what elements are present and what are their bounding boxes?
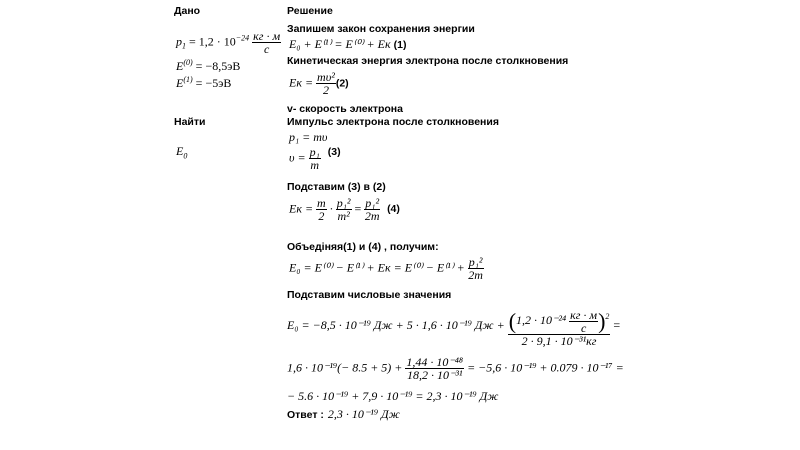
step-heading-2: Кинетическая энергия электрона после столкновения xyxy=(287,55,569,67)
formula-9: − 5.6 · 10⁻¹⁹ + 7,9 · 10⁻¹⁹ = 2,3 · 10⁻¹⁹ Дж xyxy=(287,389,499,403)
formula-1-tag: (1) xyxy=(393,39,407,51)
formula-4-lhs: υ = xyxy=(289,150,306,165)
answer xyxy=(287,405,400,423)
formula-4-frac xyxy=(309,146,321,171)
p1-symbol: p xyxy=(176,34,182,49)
formula-7-paren-open: ( xyxy=(508,308,517,334)
e1-value: = −5эВ xyxy=(192,76,232,90)
p1-value: = 1,2 · 10 xyxy=(186,34,236,49)
formula-5-b-den: m² xyxy=(337,209,350,223)
formula-8-num: 1,44 · 10⁻⁴⁸ xyxy=(406,355,464,369)
formula-7-inner: 1,2 · 10⁻²⁴ xyxy=(516,313,567,327)
step-heading-7: Подставим числовые значения xyxy=(287,289,452,301)
find-e0 xyxy=(176,144,187,160)
formula-5-a-den: 2 xyxy=(318,209,325,223)
given-heading: Дано xyxy=(174,5,201,17)
formula-6-lhs: E₀ = E⁽⁰⁾ − E⁽¹⁾ + Eк = E⁽⁰⁾ − E⁽¹⁾ + xyxy=(289,260,465,275)
formula-5-c-den: 2m xyxy=(364,209,380,223)
formula-4 xyxy=(289,146,341,171)
formula-5-lhs: Eк = xyxy=(289,201,314,216)
formula-7-frac xyxy=(508,306,611,347)
formula-5-a-num: m xyxy=(317,196,326,210)
formula-2-den: 2 xyxy=(322,83,329,97)
e1-symbol: E xyxy=(176,76,184,90)
formula-4-tag: (3) xyxy=(327,146,341,158)
answer-label: Ответ : xyxy=(287,409,324,421)
formula-5-c-num: p₁² xyxy=(365,196,380,210)
formula-5: Eк = $\frac{m}{2}$ · $\frac{\text{p₁²}}{\text{m²}}$ = $\frac{\text{p₁²}}{2m}$ (4) xyxy=(289,196,400,223)
formula-7-eq: = xyxy=(613,318,621,333)
given-e1 xyxy=(176,75,231,91)
formula-7-paren-close: ) xyxy=(598,308,606,334)
formula-4-den: m xyxy=(310,158,320,172)
given-momentum xyxy=(176,30,281,55)
p1-unit-num: кг · м xyxy=(253,29,281,43)
e1-sup: (1) xyxy=(183,75,193,84)
formula-7-num: (1,2 · 10⁻²⁴ $\frac{кг \cdot м}{с}$ )$^2$ xyxy=(508,307,610,335)
formula-7 xyxy=(287,306,620,347)
step-heading-1: Запишем закон сохранения энергии xyxy=(287,23,475,35)
find-heading: Найти xyxy=(174,116,206,128)
step-heading-6: Объедіняя(1) и (4) , получим: xyxy=(287,241,439,253)
formula-1 xyxy=(289,37,406,52)
formula-1-text: E₀ + E⁽¹⁾ = E⁽⁰⁾ + Eк xyxy=(289,37,391,51)
p1-exponent: −24 xyxy=(235,33,250,43)
given-e0 xyxy=(176,58,240,74)
step-heading-3: v- скорость электрона xyxy=(287,103,403,115)
find-e0-symbol: E xyxy=(176,144,184,158)
formula-8-frac xyxy=(405,356,464,381)
formula-6 xyxy=(289,256,484,281)
formula-6-frac xyxy=(468,256,484,281)
formula-4-num: p₁ xyxy=(309,145,320,159)
formula-8-lhs: 1,6 · 10⁻¹⁹(− 8.5 + 5) + xyxy=(287,360,403,375)
formula-5-eq: = xyxy=(354,201,362,216)
formula-6-num: p₁² xyxy=(468,255,483,269)
formula-7-inner-num: кг · м xyxy=(570,307,598,322)
formula-5-b-num: p₁² xyxy=(336,196,351,210)
find-e0-sub: 0 xyxy=(183,151,188,161)
p1-unit xyxy=(252,30,281,55)
answer-value: 2,3 · 10⁻¹⁹ Дж xyxy=(327,407,400,421)
formula-8-rhs: = −5,6 · 10⁻¹⁹ + 0.079 · 10⁻¹⁷ = xyxy=(467,360,624,375)
formula-5-frac-a xyxy=(316,197,327,222)
formula-2 xyxy=(289,71,349,96)
formula-6-den: 2m xyxy=(468,268,483,282)
solution-heading: Решение xyxy=(287,5,333,17)
step-heading-4: Импульс электрона после столкновения xyxy=(287,116,499,128)
e0-value: = −8,5эВ xyxy=(192,59,241,73)
formula-7-den: 2 · 9,1 · 10⁻³¹кг xyxy=(521,333,597,348)
formula-2-tag: (2) xyxy=(335,77,349,90)
step-heading-5: Подставим (3) в (2) xyxy=(287,181,386,193)
formula-2-num: mυ² xyxy=(317,70,335,84)
formula-7-inner-frac xyxy=(569,309,598,334)
p1-subscript: 1 xyxy=(182,41,186,51)
formula-5-frac-c xyxy=(364,197,380,222)
formula-2-lhs: Eк = xyxy=(289,75,314,90)
formula-7-inner-den: с xyxy=(580,320,587,335)
formula-2-frac xyxy=(316,71,336,96)
formula-8 xyxy=(287,356,624,381)
formula-3: p₁ = mυ xyxy=(289,130,328,144)
e0-symbol: E xyxy=(176,59,184,73)
p1-unit-den: с xyxy=(263,42,270,56)
formula-8-den: 18,2 · 10⁻³¹ xyxy=(406,368,463,382)
e0-sup: (0) xyxy=(183,58,193,67)
formula-5-frac-b xyxy=(336,197,352,222)
formula-5-tag: (4) xyxy=(387,203,400,216)
formula-7-lhs: E₀ = −8,5 · 10⁻¹⁹ Дж + 5 · 1,6 · 10⁻¹⁹ Дж + xyxy=(287,318,505,333)
